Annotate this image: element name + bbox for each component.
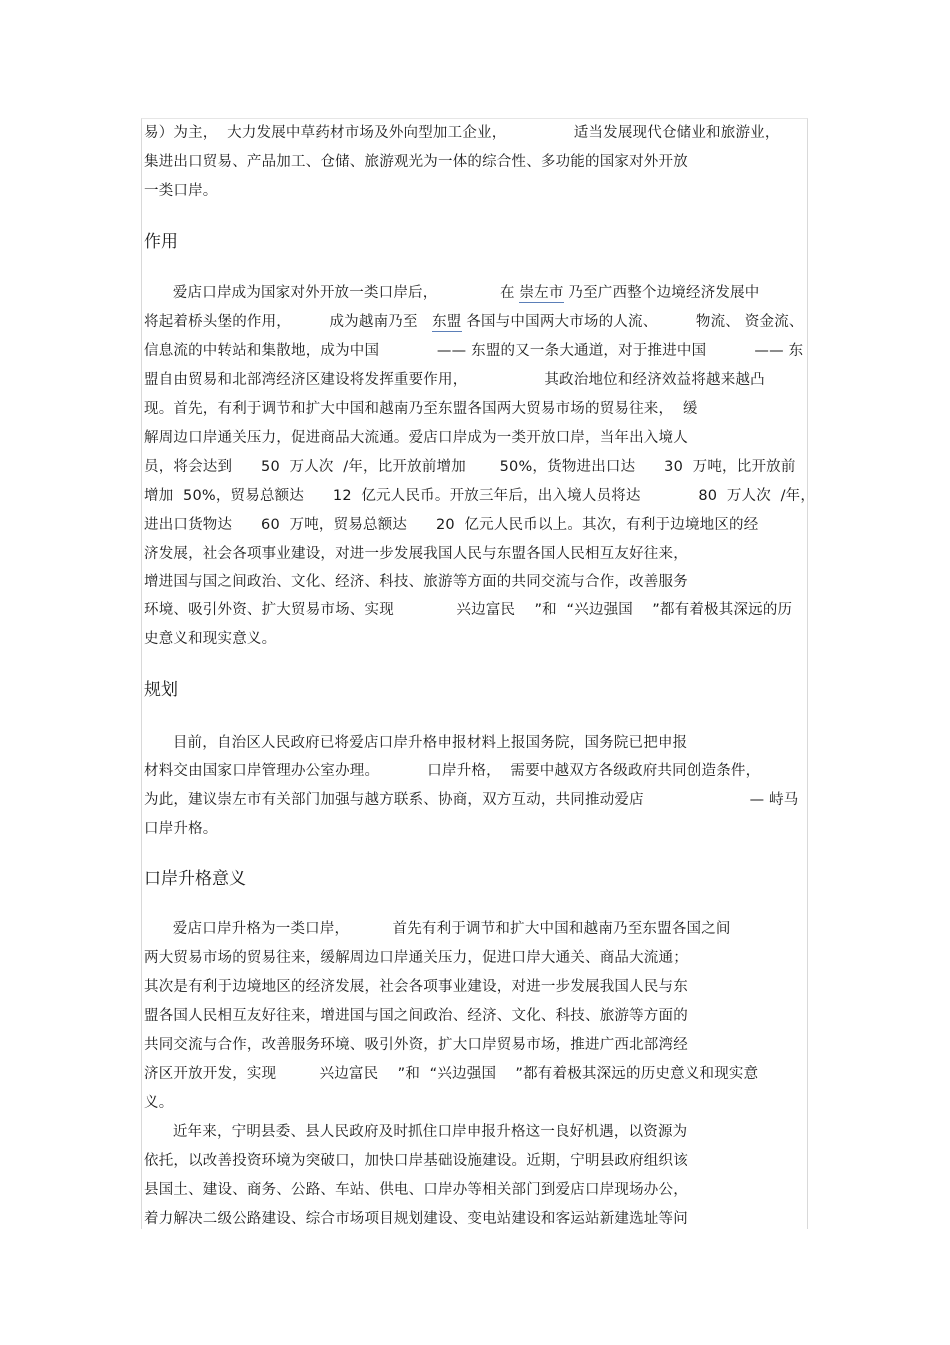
upgrade-line-8: 近年来，宁明县委、县人民政府及时抓住口岸申报升格这一良好机遇，以资源为 xyxy=(144,1124,688,1140)
role-line-13: 史意义和现实意义。 xyxy=(144,631,277,647)
role-line-2-post: 各国与中国两大市场的人流、 物流、 资金流、 xyxy=(461,314,804,330)
intro-line-2: 集进出口贸易、产品加工、仓储、旅游观光为一体的综合性、多功能的国家对外开放 xyxy=(144,154,688,170)
role-line-1 xyxy=(144,284,760,302)
upgrade-line-4: 盟各国人民相互友好往来，增进国与国之间政治、经济、文化、科技、旅游等方面的 xyxy=(144,1008,688,1024)
role-line-2-pre: 将起着桥头堡的作用， 成为越南乃至 xyxy=(144,314,433,330)
role-line-3: 信息流的中转站和集散地，成为中国 —— 东盟的又一条大通道，对于推进中国 —— 东 xyxy=(144,343,804,359)
section-heading-upgrade: 口岸升格意义 xyxy=(144,869,246,889)
role-line-1-post: 乃至广西整个边境经济发展中 xyxy=(563,285,760,301)
role-line-12: 环境、吸引外资、扩大贸易市场、实现 兴边富民 ”和 “兴边强国 ”都有着极其深远的历 xyxy=(144,602,793,618)
intro-line-3: 一类口岸。 xyxy=(144,183,218,199)
upgrade-line-9: 依托，以改善投资环境为突破口，加快口岸基础设施建设。近期，宁明县政府组织该 xyxy=(144,1153,688,1169)
plan-line-1: 目前，自治区人民政府已将爱店口岸升格申报材料上报国务院，国务院已把申报 xyxy=(144,735,688,751)
upgrade-line-10: 县国土、建设、商务、公路、车站、供电、口岸办等相关部门到爱店口岸现场办公， xyxy=(144,1182,688,1198)
upgrade-line-3: 其次是有利于边境地区的经济发展，社会各项事业建设，对进一步发展我国人民与东 xyxy=(144,979,688,995)
upgrade-line-2: 两大贸易市场的贸易往来，缓解周边口岸通关压力，促进口岸大通关、商品大流通； xyxy=(144,950,688,966)
role-line-10: 济发展，社会各项事业建设，对进一步发展我国人民与东盟各国人民相互友好往来， xyxy=(144,546,688,562)
plan-line-2: 材料交由国家口岸管理办公室办理。 口岸升格， 需要中越双方各级政府共同创造条件， xyxy=(144,763,761,779)
upgrade-line-6: 济区开放开发，实现 兴边富民 ”和 “兴边强国 ”都有着极其深远的历史意义和现实意 xyxy=(144,1066,759,1082)
role-line-4: 盟自由贸易和北部湾经济区建设将发挥重要作用， 其政治地位和经济效益将越来越凸 xyxy=(144,372,765,388)
plan-line-3: 为此，建议崇左市有关部门加强与越方联系、协商，双方互动，共同推动爱店 — 峙马 xyxy=(144,792,799,808)
intro-line-1: 易）为主， 大力发展中草药材市场及外向型加工企业， 适当发展现代仓储业和旅游业， xyxy=(144,125,780,141)
role-line-9: 进出口货物达 60 万吨，贸易总额达 20 亿元人民币以上。其次，有利于边境地区的经 xyxy=(144,517,759,533)
role-line-5: 现。首先，有利于调节和扩大中国和越南乃至东盟各国两大贸易市场的贸易往来， 缓 xyxy=(144,401,698,417)
upgrade-line-11: 着力解决二级公路建设、综合市场项目规划建设、变电站建设和客运站新建选址等问 xyxy=(144,1211,688,1227)
upgrade-line-1: 爱店口岸升格为一类口岸， 首先有利于调节和扩大中国和越南乃至东盟各国之间 xyxy=(144,921,731,937)
link-chongzuo[interactable]: 崇左市 xyxy=(519,285,564,301)
role-line-8: 增加 50%，贸易总额达 12 亿元人民币。开放三年后，出入境人员将达 80 万人次 /年， xyxy=(144,488,816,504)
section-heading-role: 作用 xyxy=(144,232,178,252)
upgrade-line-5: 共同交流与合作，改善服务环境、吸引外资，扩大口岸贸易市场，推进广西北部湾经 xyxy=(144,1037,688,1053)
role-line-2 xyxy=(144,313,804,331)
role-line-6: 解周边口岸通关压力，促进商品大流通。爱店口岸成为一类开放口岸，当年出入境人 xyxy=(144,430,688,446)
link-asean[interactable]: 东盟 xyxy=(432,314,462,330)
role-line-7: 员，将会达到 50 万人次 /年，比开放前增加 50%，货物进出口达 30 万吨，比开放前 xyxy=(144,459,796,475)
plan-line-4: 口岸升格。 xyxy=(144,821,218,837)
upgrade-line-7: 义。 xyxy=(144,1095,174,1111)
role-line-1-pre: 爱店口岸成为国家对外开放一类口岸后， 在 xyxy=(144,285,520,301)
section-heading-plan: 规划 xyxy=(144,680,178,700)
role-line-11: 增进国与国之间政治、文化、经济、科技、旅游等方面的共同交流与合作，改善服务 xyxy=(144,574,688,590)
